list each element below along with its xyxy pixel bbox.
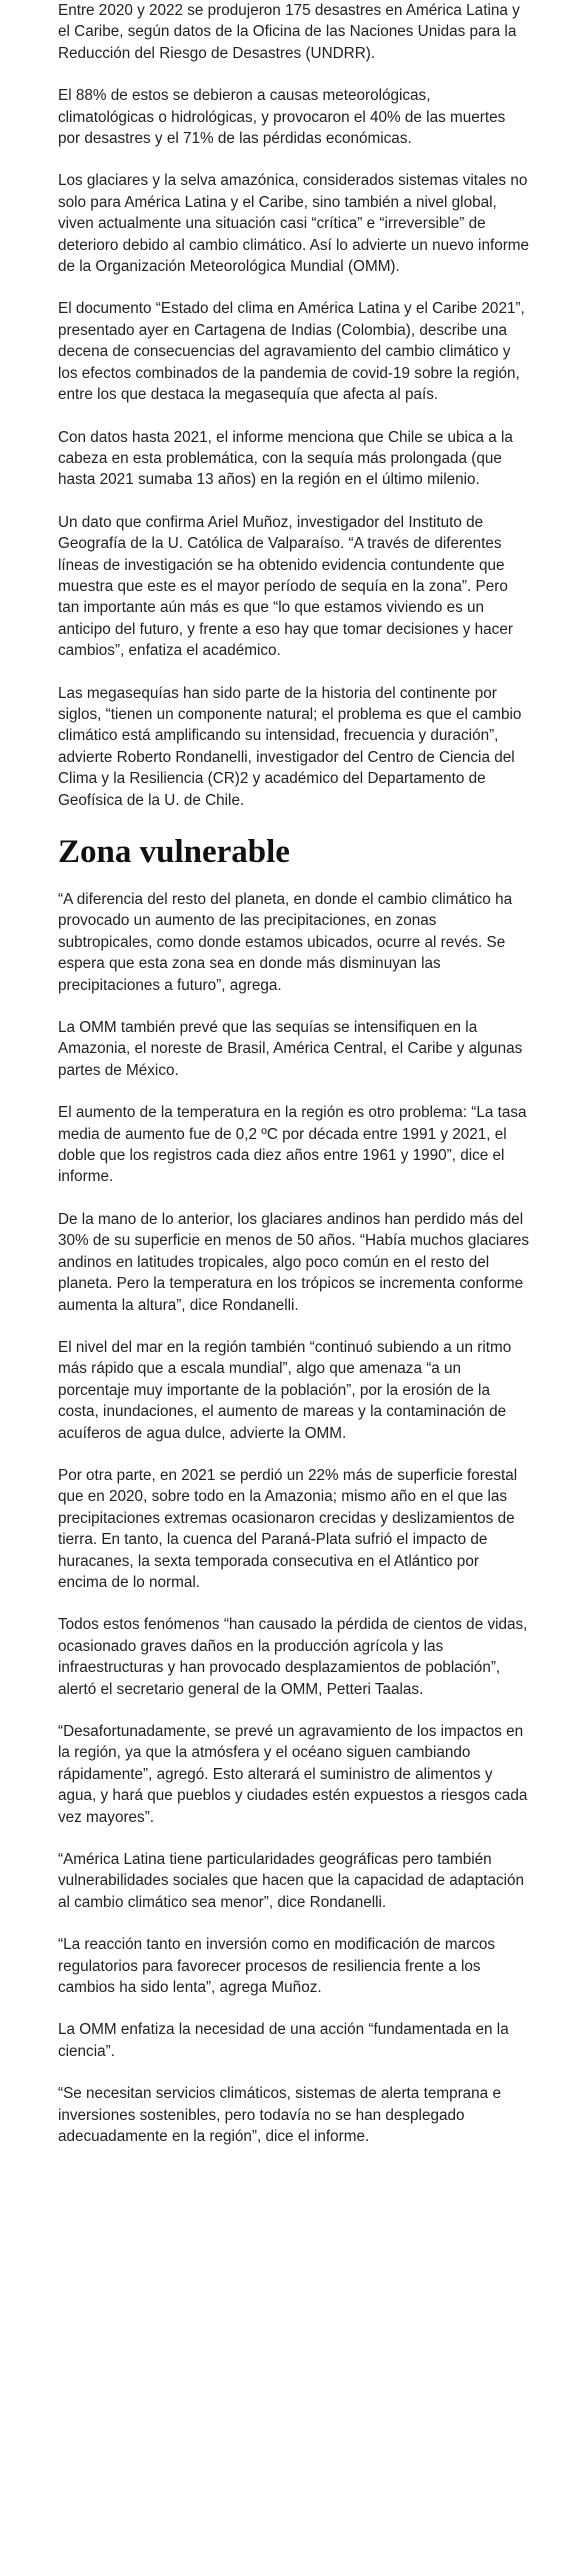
paragraph: Los glaciares y la selva amazónica, considerados sistemas vitales no solo para América Latina y el Caribe, sino también a nivel global, viven actualmente una situación casi “crítica” e “irreversible” de deterioro debido al cambio climático. Así lo advierte un nuevo informe de la Organización Meteorológica Mundial (OMM). (58, 172, 530, 276)
paragraph: De la mano de lo anterior, los glaciares andinos han perdido más del 30% de su superficie en menos de 50 años. “Había muchos glaciares andinos en latitudes tropicales, algo poco común en el resto del planeta. Pero la temperatura en los trópicos se incrementa conforme aumenta la altura”, dice Rondanelli. (58, 1210, 530, 1314)
paragraph: Entre 2020 y 2022 se produjeron 175 desastres en América Latina y el Caribe, según datos de la Oficina de las Naciones Unidas para la Reducción del Riesgo de Desastres (UNDRR). (58, 2, 520, 62)
paragraph: “La reacción tanto en inversión como en modificación de marcos regulatorios para favorecer procesos de resiliencia frente a los cambios ha sido lenta”, agrega Muñoz. (58, 1936, 496, 1997)
paragraph: Por otra parte, en 2021 se perdió un 22% más de superficie forestal que en 2020, sobre todo en la Amazonia; mismo año en el que las precipitaciones extremas ocasionaron crecidas y deslizamientos de tierra. En tanto, la cuenca del Paraná-Plata sufrió el impacto de huracanes, la sexta temporada consecutiva en el Atlántico por encima de lo normal. (58, 1466, 518, 1591)
paragraph: El aumento de la temperatura en la región es otro problema: “La tasa media de aumento fue de 0,2 ºC por década entre 1991 y 2021, el doble que los registros cada diez años entre 1961 y 1990”, dice el informe. (58, 1104, 527, 1186)
paragraph: “Se necesitan servicios climáticos, sistemas de alerta temprana e inversiones sostenibles, pero todavía no se han desplegado adecuadamente en la región”, dice el informe. (58, 2085, 501, 2146)
paragraph: Las megasequías han sido parte de la historia del continente por siglos, “tienen un componente natural; el problema es que el cambio climático está amplificando su intensidad, frecuencia y duración”, advierte Roberto Rondanelli, investigador del Centro de Ciencia del Clima y la Resiliencia (CR)2 y académico del Departamento de Geofísica de la U. de Chile. (58, 684, 522, 809)
section-heading: Zona vulnerable (58, 834, 290, 870)
paragraph: “América Latina tiene particularidades geográficas pero también vulnerabilidades sociales que hacen que la capacidad de adaptación al cambio climático sea menor”, dice Rondanelli. (58, 1851, 525, 1911)
paragraph: Todos estos fenómenos “han causado la pérdida de cientos de vidas, ocasionado graves daños en la producción agrícola y las infraestructuras y han provocado desplazamientos de población”, alertó el secretario general de la OMM, Petteri Taalas. (58, 1616, 528, 1698)
paragraph: El nivel del mar en la región también “continuó subiendo a un ritmo más rápido que a escala mundial”, algo que amenaza “a un porcentaje muy importante de la población”, por la erosión de la costa, inundaciones, el aumento de mareas y la contaminación de acuíferos de agua dulce, advierte la OMM. (58, 1338, 512, 1442)
article-body (58, 0, 530, 2169)
paragraph: El 88% de estos se debieron a causas meteorológicas, climatológicas o hidrológicas, y provocaron el 40% de las muertes por desastres y el 71% de las pérdidas económicas. (58, 87, 506, 148)
paragraph: “Desafortunadamente, se prevé un agravamiento de los impactos en la región, ya que la atmósfera y el océano siguen cambiando rápidamente”, agregó. Esto alterará el suministro de alimentos y agua, y hará que pueblos y ciudades estén expuestos a riesgos cada vez mayores”. (58, 1723, 528, 1826)
paragraph: Con datos hasta 2021, el informe menciona que Chile se ubica a la cabeza en esta problemática, con la sequía más prolongada (que hasta 2021 sumaba 13 años) en la región en el último milenio. (58, 428, 513, 489)
paragraph: La OMM también prevé que las sequías se intensifiquen en la Amazonia, el noreste de Brasil, América Central, el Caribe y algunas partes de México. (58, 1019, 523, 1079)
paragraph: El documento “Estado del clima en América Latina y el Caribe 2021”, presentado ayer en Cartagena de Indias (Colombia), describe una decena de consecuencias del agravamiento del cambio climático y los efectos combinados de la pandemia de covid-19 sobre la región, entre los que destaca la megasequía que afecta al país. (58, 300, 525, 404)
paragraph: Un dato que confirma Ariel Muñoz, investigador del Instituto de Geografía de la U. Católica de Valparaíso. “A través de diferentes líneas de investigación se ha obtenido evidencia contundente que muestra que este es el mayor período de sequía en la zona”. Pero tan importante aún más es que “lo que estamos viviendo es un anticipo del futuro, y frente a eso hay que tomar decisiones y hacer cambios”, enfatiza el académico. (58, 513, 513, 660)
paragraph: “A diferencia del resto del planeta, en donde el cambio climático ha provocado un aumento de las precipitaciones, en zonas subtropicales, como donde estamos ubicados, ocurre al revés. Se espera que esta zona sea en donde más disminuyan las precipitaciones a futuro”, agrega. (58, 891, 513, 994)
paragraph: La OMM enfatiza la necesidad de una acción “fundamentada en la ciencia”. (58, 2021, 509, 2060)
